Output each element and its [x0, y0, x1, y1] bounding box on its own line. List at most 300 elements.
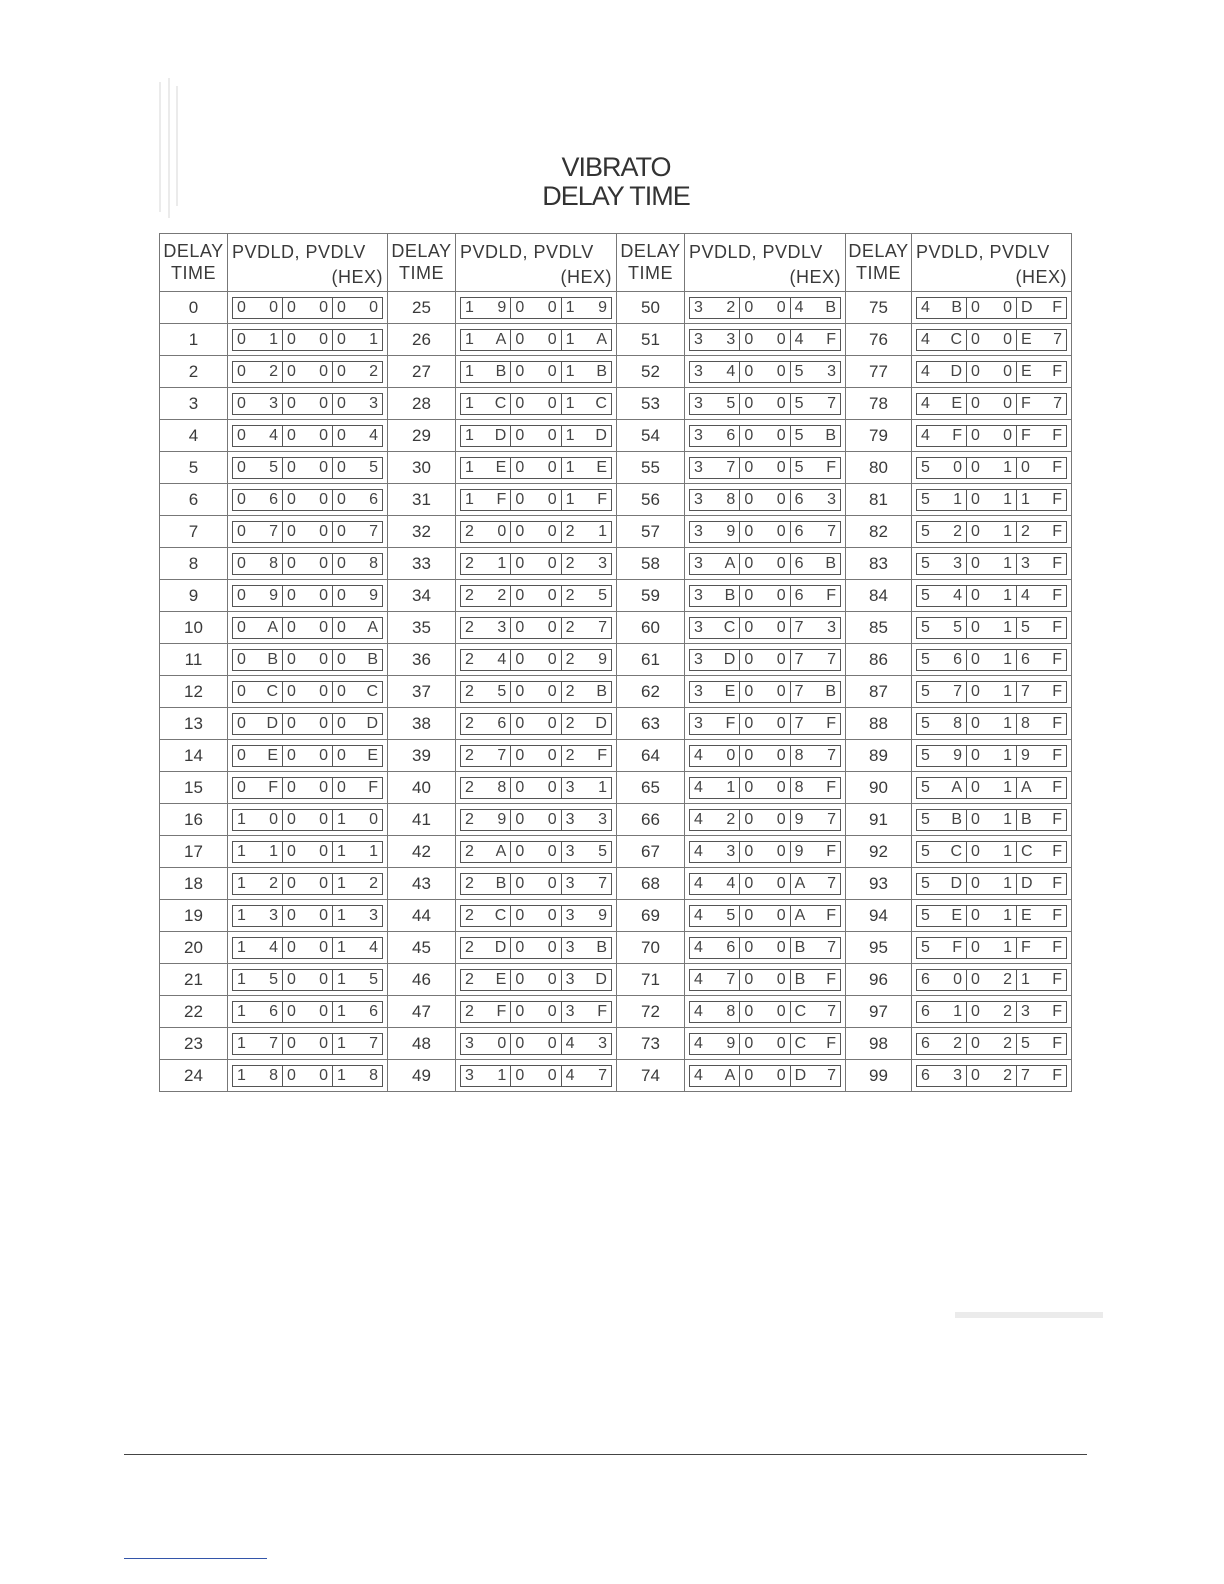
hex-digit: 0: [237, 554, 246, 572]
hex-digit: 0: [953, 458, 962, 476]
hex-digit: 0: [237, 618, 246, 636]
hex-digit: 1: [237, 842, 246, 860]
hex-byte: [790, 394, 840, 414]
hex-byte: [1016, 586, 1066, 606]
hex-digit: 0: [776, 1002, 786, 1020]
hex-digit: 0: [287, 522, 296, 540]
hex-digit: 0: [971, 682, 980, 700]
hex-byte: [233, 778, 282, 798]
hex-code-box: [689, 873, 841, 895]
header-code-line2: (HEX): [789, 267, 841, 287]
hex-digit: 4: [694, 906, 703, 924]
hex-digit: 1: [465, 458, 474, 476]
hex-byte: [917, 938, 966, 958]
hex-code-cell: [685, 964, 846, 996]
hex-digit: 5: [921, 810, 930, 828]
hex-digit: 5: [921, 650, 930, 668]
hex-digit: 0: [497, 522, 507, 540]
hex-byte: [1016, 842, 1066, 862]
hex-digit: 0: [337, 778, 346, 796]
hex-digit: 0: [776, 618, 786, 636]
hex-code-cell: [912, 676, 1072, 708]
hex-digit: 0: [744, 522, 754, 540]
hex-code-cell: [456, 836, 617, 868]
hex-digit: C: [723, 618, 736, 636]
hex-digit: 9: [497, 810, 507, 828]
hex-code-box: [689, 937, 841, 959]
delay-time-cell: 9: [160, 580, 228, 612]
hex-code-box: [689, 457, 841, 479]
hex-code-cell: [685, 548, 846, 580]
hex-digit: 2: [1021, 522, 1030, 540]
hex-byte: [332, 1002, 382, 1022]
hex-byte: [561, 682, 611, 702]
hex-digit: 6: [794, 522, 804, 540]
hex-digit: 0: [971, 746, 980, 764]
delay-time-cell: 19: [160, 900, 228, 932]
hex-byte: [461, 874, 510, 894]
hex-code-cell: [912, 836, 1072, 868]
delay-time-cell: 31: [388, 484, 456, 516]
hex-byte: [510, 778, 560, 798]
delay-time-cell: 94: [846, 900, 912, 932]
hex-digit: 0: [319, 1002, 328, 1020]
hex-byte: [739, 810, 789, 830]
hex-code-box: [460, 425, 612, 447]
hex-digit: 2: [465, 554, 474, 572]
header-delay-line2: TIME: [628, 262, 673, 283]
hex-digit: 0: [337, 298, 346, 316]
hex-byte: [282, 1066, 332, 1086]
hex-byte: [233, 394, 282, 414]
hex-digit: 0: [744, 1002, 754, 1020]
hex-digit: 7: [827, 650, 836, 668]
hex-digit: 3: [598, 1034, 607, 1052]
hex-digit: 0: [319, 330, 328, 348]
hex-digit: 1: [465, 330, 474, 348]
hex-digit: 3: [1021, 1002, 1030, 1020]
hex-digit: C: [794, 1002, 807, 1020]
hex-digit: F: [952, 938, 962, 956]
hex-byte: [690, 490, 739, 510]
header-delay-line1: DELAY: [620, 240, 681, 261]
hex-digit: 7: [827, 746, 836, 764]
hex-code-cell: [456, 932, 617, 964]
hex-digit: 6: [794, 490, 804, 508]
delay-time-cell: 18: [160, 868, 228, 900]
hex-byte: [790, 938, 840, 958]
hex-code-box: [916, 745, 1067, 767]
hex-byte: [1016, 938, 1066, 958]
hex-digit: F: [1021, 938, 1031, 956]
hex-byte: [1016, 970, 1066, 990]
hex-code-cell: [685, 324, 846, 356]
delay-time-cell: 98: [846, 1028, 912, 1060]
hex-digit: 8: [726, 1002, 736, 1020]
hex-digit: 3: [598, 554, 607, 572]
hex-digit: 2: [497, 586, 507, 604]
hex-byte: [461, 394, 510, 414]
hex-digit: 0: [237, 298, 246, 316]
hex-code-box: [460, 649, 612, 671]
hex-digit: 1: [237, 938, 246, 956]
hex-digit: 4: [694, 810, 703, 828]
hex-digit: 0: [337, 618, 346, 636]
hex-digit: 0: [515, 810, 525, 828]
hex-code-box: [916, 905, 1067, 927]
hex-digit: 1: [465, 426, 474, 444]
hex-digit: E: [596, 458, 607, 476]
hex-code-cell: [228, 996, 388, 1028]
hex-byte: [461, 906, 510, 926]
hex-byte: [790, 906, 840, 926]
hex-digit: 4: [694, 1066, 703, 1084]
hex-byte: [1016, 650, 1066, 670]
hex-code-cell: [912, 996, 1072, 1028]
hex-byte: [790, 330, 840, 350]
hex-digit: 0: [319, 458, 328, 476]
hex-byte: [690, 778, 739, 798]
hex-byte: [790, 650, 840, 670]
hex-digit: 0: [337, 458, 346, 476]
hex-digit: D: [595, 714, 607, 732]
hex-byte: [332, 682, 382, 702]
hex-code-box: [232, 361, 383, 383]
delay-time-cell: 75: [846, 292, 912, 324]
hex-byte: [917, 1002, 966, 1022]
hex-digit: 2: [465, 618, 474, 636]
hex-digit: B: [794, 938, 806, 956]
hex-byte: [332, 874, 382, 894]
hex-digit: F: [1052, 1066, 1062, 1084]
hex-code-box: [916, 553, 1067, 575]
hex-byte: [510, 394, 560, 414]
hex-digit: 0: [337, 682, 346, 700]
hex-code-box: [916, 425, 1067, 447]
hex-byte: [917, 554, 966, 574]
hex-byte: [690, 938, 739, 958]
hex-byte: [739, 778, 789, 798]
hex-digit: 0: [971, 1002, 980, 1020]
hex-byte: [510, 298, 560, 318]
hex-byte: [917, 1066, 966, 1086]
hex-digit: 0: [497, 1034, 507, 1052]
hex-byte: [690, 650, 739, 670]
hex-digit: 8: [1021, 714, 1030, 732]
hex-byte: [461, 330, 510, 350]
hex-digit: 0: [776, 1034, 786, 1052]
hex-code-cell: [912, 580, 1072, 612]
hex-digit: 0: [547, 298, 557, 316]
hex-digit: 0: [776, 298, 786, 316]
hex-byte: [1016, 490, 1066, 510]
hex-digit: 0: [547, 1002, 557, 1020]
hex-digit: 0: [971, 842, 980, 860]
hex-digit: 0: [237, 362, 246, 380]
hex-digit: B: [596, 938, 607, 956]
hex-digit: 0: [744, 458, 754, 476]
hex-digit: F: [597, 746, 607, 764]
hex-code-cell: [456, 324, 617, 356]
hex-code-cell: [685, 676, 846, 708]
hex-code-cell: [456, 580, 617, 612]
hex-byte: [739, 938, 789, 958]
hex-digit: A: [794, 874, 806, 892]
hex-digit: 1: [1003, 682, 1012, 700]
hex-digit: 8: [369, 1066, 378, 1084]
hex-code-cell: [456, 996, 617, 1028]
hex-digit: 8: [794, 746, 804, 764]
hex-byte: [966, 554, 1016, 574]
hex-byte: [561, 714, 611, 734]
table-row: [160, 676, 1072, 708]
hex-digit: A: [267, 618, 278, 636]
hex-digit: D: [366, 714, 378, 732]
hex-digit: F: [1052, 810, 1062, 828]
hex-digit: 4: [921, 298, 930, 316]
hex-digit: 1: [237, 1066, 246, 1084]
hex-code-box: [232, 1033, 383, 1055]
hex-byte: [739, 874, 789, 894]
hex-byte: [1016, 554, 1066, 574]
hex-digit: F: [1052, 554, 1062, 572]
hex-code-cell: [912, 868, 1072, 900]
hex-digit: B: [951, 810, 962, 828]
hex-byte: [282, 394, 332, 414]
hex-byte: [790, 714, 840, 734]
hex-digit: 1: [1003, 778, 1012, 796]
hex-digit: 0: [287, 938, 296, 956]
hex-byte: [966, 1066, 1016, 1086]
hex-byte: [461, 746, 510, 766]
hex-digit: F: [1052, 970, 1062, 988]
table-row: [160, 804, 1072, 836]
hex-code-box: [232, 681, 383, 703]
hex-digit: 0: [1003, 298, 1012, 316]
hex-digit: 0: [515, 298, 525, 316]
hex-digit: 3: [565, 778, 575, 796]
hex-digit: 1: [337, 810, 346, 828]
delay-time-cell: 10: [160, 612, 228, 644]
hex-digit: 2: [465, 810, 474, 828]
hex-digit: 2: [369, 362, 378, 380]
hex-digit: 1: [237, 874, 246, 892]
hex-byte: [561, 746, 611, 766]
hex-code-box: [689, 969, 841, 991]
hex-digit: 8: [794, 778, 804, 796]
hex-byte: [561, 522, 611, 542]
hex-digit: 3: [694, 554, 703, 572]
hex-digit: 1: [1003, 650, 1012, 668]
hex-digit: 0: [319, 906, 328, 924]
hex-byte: [1016, 394, 1066, 414]
hex-code-box: [916, 521, 1067, 543]
hex-digit: 1: [237, 906, 246, 924]
hex-digit: 2: [565, 618, 575, 636]
hex-digit: 0: [547, 458, 557, 476]
hex-digit: 2: [465, 682, 474, 700]
hex-digit: 5: [794, 458, 804, 476]
hex-code-box: [232, 1065, 383, 1087]
hex-digit: B: [495, 362, 507, 380]
hex-byte: [966, 810, 1016, 830]
hex-code-cell: [456, 900, 617, 932]
hex-byte: [561, 554, 611, 574]
hex-byte: [790, 426, 840, 446]
hex-byte: [966, 298, 1016, 318]
delay-time-cell: 44: [388, 900, 456, 932]
hex-byte: [461, 810, 510, 830]
hex-code-cell: [228, 516, 388, 548]
hex-digit: 0: [515, 330, 525, 348]
hex-digit: C: [595, 394, 607, 412]
hex-digit: 0: [515, 874, 525, 892]
hex-byte: [510, 810, 560, 830]
hex-byte: [690, 394, 739, 414]
hex-digit: 0: [971, 522, 980, 540]
hex-digit: 5: [921, 682, 930, 700]
hex-digit: 7: [827, 938, 836, 956]
hex-digit: D: [595, 970, 607, 988]
hex-code-cell: [228, 676, 388, 708]
hex-digit: 0: [744, 682, 754, 700]
hex-digit: 7: [794, 650, 804, 668]
hex-byte: [966, 842, 1016, 862]
hex-code-cell: [228, 612, 388, 644]
delay-time-cell: 40: [388, 772, 456, 804]
hex-code-box: [460, 681, 612, 703]
hex-digit: 0: [744, 906, 754, 924]
hex-digit: 0: [971, 650, 980, 668]
hex-byte: [461, 938, 510, 958]
hex-code-box: [916, 969, 1067, 991]
hex-code-cell: [228, 580, 388, 612]
hex-digit: 0: [287, 490, 296, 508]
table-row: [160, 900, 1072, 932]
hex-digit: 8: [269, 554, 278, 572]
hex-digit: 5: [794, 426, 804, 444]
hex-code-cell: [912, 964, 1072, 996]
hex-code-cell: [912, 740, 1072, 772]
hex-digit: 9: [598, 650, 607, 668]
hex-digit: 9: [369, 586, 378, 604]
hex-digit: 2: [465, 714, 474, 732]
delay-time-cell: 7: [160, 516, 228, 548]
hex-digit: 3: [465, 1034, 474, 1052]
hex-digit: A: [1021, 778, 1032, 796]
hex-digit: 0: [515, 394, 525, 412]
hex-code-cell: [456, 772, 617, 804]
hex-digit: 0: [971, 874, 980, 892]
hex-digit: 2: [465, 586, 474, 604]
hex-code-box: [460, 1033, 612, 1055]
hex-code-cell: [685, 740, 846, 772]
hex-byte: [1016, 714, 1066, 734]
hex-byte: [282, 1002, 332, 1022]
hex-digit: 0: [319, 938, 328, 956]
hex-digit: E: [267, 746, 278, 764]
hex-digit: 0: [971, 298, 980, 316]
hex-digit: 3: [465, 1066, 474, 1084]
hex-code-box: [232, 937, 383, 959]
hex-byte: [561, 458, 611, 478]
hex-code-box: [460, 713, 612, 735]
hex-digit: 0: [744, 330, 754, 348]
hex-byte: [510, 970, 560, 990]
hex-byte: [282, 298, 332, 318]
hex-digit: C: [950, 842, 962, 860]
hex-digit: 0: [269, 810, 278, 828]
delay-time-cell: 82: [846, 516, 912, 548]
hex-digit: 0: [287, 426, 296, 444]
hex-digit: 5: [921, 618, 930, 636]
hex-code-cell: [228, 324, 388, 356]
hex-byte: [561, 394, 611, 414]
hex-digit: 0: [237, 330, 246, 348]
delay-time-cell: 74: [617, 1060, 685, 1092]
hex-digit: B: [596, 682, 607, 700]
hex-byte: [332, 938, 382, 958]
hex-digit: 7: [1053, 330, 1062, 348]
delay-time-cell: 76: [846, 324, 912, 356]
hex-code-box: [916, 873, 1067, 895]
hex-digit: 4: [694, 746, 703, 764]
hex-digit: 0: [776, 330, 786, 348]
hex-code-box: [460, 809, 612, 831]
hex-code-box: [689, 777, 841, 799]
hex-digit: 5: [497, 682, 507, 700]
hex-digit: F: [1052, 874, 1062, 892]
hex-digit: 0: [744, 970, 754, 988]
hex-byte: [917, 746, 966, 766]
hex-digit: 0: [319, 1034, 328, 1052]
hex-digit: B: [825, 682, 836, 700]
hex-byte: [461, 554, 510, 574]
delay-time-cell: 69: [617, 900, 685, 932]
hex-digit: 7: [827, 522, 836, 540]
hex-digit: 0: [547, 618, 557, 636]
hex-code-box: [689, 745, 841, 767]
hex-code-cell: [685, 580, 846, 612]
delay-time-cell: 16: [160, 804, 228, 836]
hex-digit: 0: [287, 330, 296, 348]
hex-digit: 0: [744, 746, 754, 764]
hex-digit: B: [794, 970, 806, 988]
hex-digit: 2: [565, 682, 575, 700]
hex-byte: [917, 522, 966, 542]
hex-byte: [510, 490, 560, 510]
hex-code-cell: [228, 292, 388, 324]
hex-byte: [1016, 362, 1066, 382]
hex-byte: [917, 810, 966, 830]
delay-time-cell: 17: [160, 836, 228, 868]
hex-digit: 2: [465, 522, 474, 540]
hex-digit: F: [1021, 394, 1031, 412]
delay-time-cell: 97: [846, 996, 912, 1028]
hex-digit: A: [596, 330, 607, 348]
hex-byte: [966, 778, 1016, 798]
hex-code-cell: [228, 964, 388, 996]
hex-digit: C: [794, 1034, 807, 1052]
hex-byte: [233, 1002, 282, 1022]
hex-digit: 7: [598, 1066, 607, 1084]
hex-byte: [690, 426, 739, 446]
hex-digit: 0: [287, 778, 296, 796]
table-row: [160, 420, 1072, 452]
hex-digit: 7: [1021, 1066, 1030, 1084]
hex-code-cell: [685, 708, 846, 740]
hex-digit: 7: [497, 746, 507, 764]
